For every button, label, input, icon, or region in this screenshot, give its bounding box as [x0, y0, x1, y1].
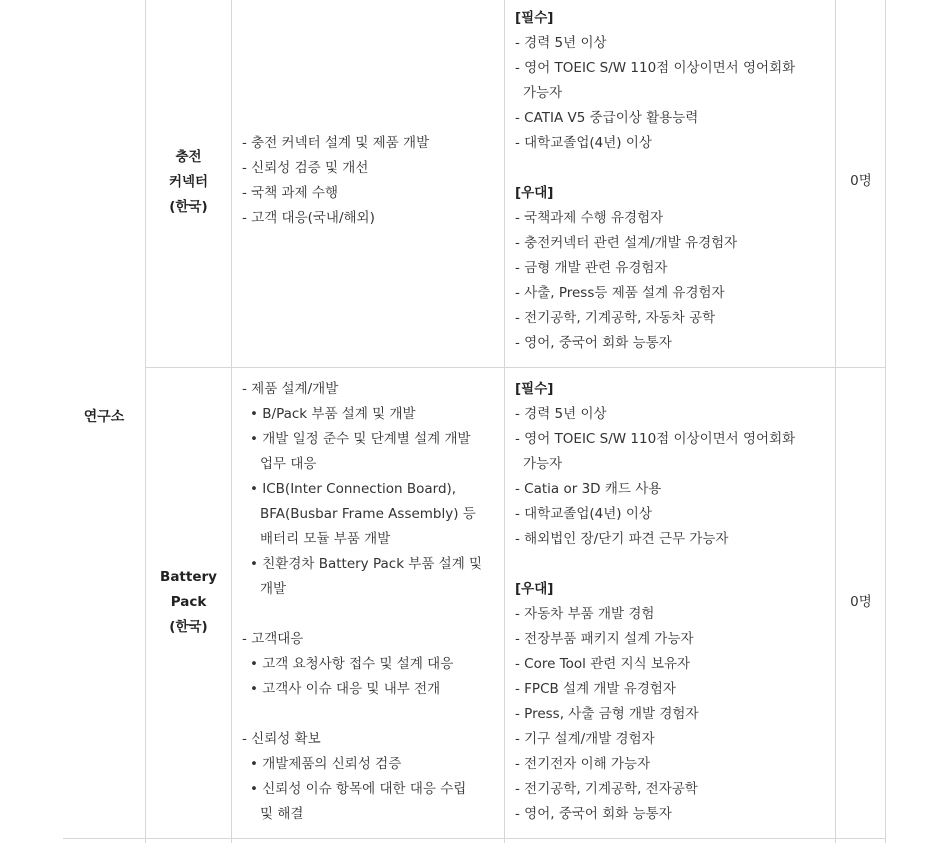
position-name-line: Pack — [170, 594, 207, 610]
column-divider — [145, 0, 146, 843]
requirement-item: - 대학교졸업(4년) 이상 — [515, 506, 652, 522]
duty-item: 개발 — [260, 581, 287, 597]
position-name-line: (한국) — [169, 619, 208, 635]
duty-item: • B/Pack 부품 설계 및 개발 — [250, 406, 416, 422]
preferred-header: [우대] — [515, 185, 554, 201]
requirement-item: - 경력 5년 이상 — [515, 406, 607, 422]
preferred-item: - 영어, 중국어 회화 능통자 — [515, 335, 672, 351]
department-label: 연구소 — [83, 409, 125, 425]
duty-item: - 고객 대응(국내/해외) — [242, 210, 375, 226]
requirements-cell — [515, 6, 795, 356]
preferred-item: - 영어, 중국어 회화 능통자 — [515, 806, 672, 822]
requirement-item: 가능자 — [523, 456, 563, 472]
required-header: [필수] — [515, 381, 554, 397]
preferred-item: - 기구 설계/개발 경험자 — [515, 731, 655, 747]
spacer — [242, 602, 482, 627]
duty-item: 및 해결 — [260, 806, 304, 822]
preferred-item: - 전기전자 이해 가능자 — [515, 756, 651, 772]
requirement-item: - CATIA V5 중급이상 활용능력 — [515, 110, 699, 126]
requirement-item: - 해외법인 장/단기 파견 근무 가능자 — [515, 531, 729, 547]
preferred-item: - 사출, Press등 제품 설계 유경험자 — [515, 285, 725, 301]
duty-item: 업무 대응 — [260, 456, 317, 472]
preferred-header: [우대] — [515, 581, 554, 597]
preferred-item: - 자동차 부품 개발 경험 — [515, 606, 655, 622]
requirement-item: - Catia or 3D 캐드 사용 — [515, 481, 662, 497]
duty-item: • 친환경차 Battery Pack 부품 설계 및 — [250, 556, 483, 572]
column-divider — [231, 0, 232, 843]
preferred-item: - 충전커넥터 관련 설계/개발 유경험자 — [515, 235, 738, 251]
position-name-line: 충전 — [175, 149, 202, 165]
duty-item: - 국책 과제 수행 — [242, 185, 338, 201]
duty-group-header: - 신뢰성 확보 — [242, 731, 321, 747]
preferred-item: - Press, 사출 금형 개발 경험자 — [515, 706, 699, 722]
duty-group-header: - 고객대응 — [242, 631, 304, 647]
preferred-item: - 금형 개발 관련 유경험자 — [515, 260, 668, 276]
headcount: 0명 — [850, 594, 872, 610]
duties-cell — [242, 131, 429, 231]
position-name — [146, 565, 231, 640]
row-divider — [145, 367, 886, 368]
duty-item: • 개발제품의 신뢰성 검증 — [250, 756, 402, 772]
position-name-line: Battery — [160, 569, 217, 585]
duty-item: - 충전 커넥터 설계 및 제품 개발 — [242, 135, 430, 151]
spacer — [515, 156, 795, 181]
duty-item: • 고객 요청사항 접수 및 설계 대응 — [250, 656, 454, 672]
column-divider — [504, 0, 505, 843]
requirements-cell — [515, 377, 795, 827]
required-header: [필수] — [515, 10, 554, 26]
requirement-item: - 영어 TOEIC S/W 110점 이상이면서 영어회화 — [515, 60, 796, 76]
row-divider — [63, 838, 886, 839]
requirement-item: 가능자 — [523, 85, 563, 101]
headcount: 0명 — [850, 173, 872, 189]
duty-item: BFA(Busbar Frame Assembly) 등 — [260, 506, 476, 522]
requirement-item: - 영어 TOEIC S/W 110점 이상이면서 영어회화 — [515, 431, 796, 447]
spacer — [515, 552, 795, 577]
preferred-item: - Core Tool 관련 지식 보유자 — [515, 656, 691, 672]
duties-cell — [242, 377, 482, 827]
column-divider — [885, 0, 886, 843]
duty-item: • 신뢰성 이슈 항목에 대한 대응 수립 — [250, 781, 467, 797]
position-name-line: 커넥터 — [168, 174, 209, 190]
requirement-item: - 경력 5년 이상 — [515, 35, 607, 51]
position-name-line: (한국) — [169, 199, 208, 215]
position-name — [146, 145, 231, 220]
preferred-item: - 국책과제 수행 유경험자 — [515, 210, 664, 226]
duty-item: • ICB(Inter Connection Board), — [250, 481, 457, 497]
preferred-item: - 전기공학, 기계공학, 자동차 공학 — [515, 310, 716, 326]
duty-item: • 개발 일정 준수 및 단계별 설계 개발 — [250, 431, 471, 447]
preferred-item: - 전장부품 패키지 설계 가능자 — [515, 631, 694, 647]
duty-item: • 고객사 이슈 대응 및 내부 전개 — [250, 681, 441, 697]
duty-group-header: - 제품 설계/개발 — [242, 381, 339, 397]
duty-item: - 신뢰성 검증 및 개선 — [242, 160, 369, 176]
preferred-item: - 전기공학, 기계공학, 전자공학 — [515, 781, 698, 797]
preferred-item: - FPCB 설계 개발 유경험자 — [515, 681, 676, 697]
duty-item: 배터리 모듈 부품 개발 — [260, 531, 391, 547]
requirement-item: - 대학교졸업(4년) 이상 — [515, 135, 652, 151]
column-divider — [835, 0, 836, 843]
spacer — [242, 702, 482, 727]
